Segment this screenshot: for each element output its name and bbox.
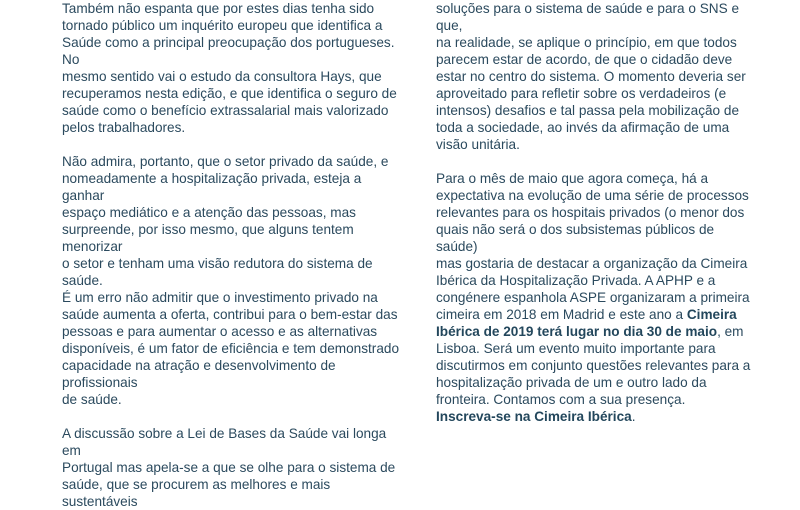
paragraph-sns-solutions: soluções para o sistema de saúde e para o SNS e que, na realidade, se aplique o princípio, em que todos parecem estar de acordo, de que o cidadão deve estar no centro do sistema. O momento deveria ser aproveitado para refletir sobre os verdadeiros (e intensos) desafios e tal passa pela mobilização de toda a sociedade, ao invés da afirmação de uma visão unitária. bbox=[436, 1, 746, 152]
paragraph-private-sector: Não admira, portanto, que o setor privado da saúde, e nomeadamente a hospitalização privada, esteja a ganhar espaço mediático e a atenção das pessoas, mas surpreende, por isso mesmo, que alguns tentem menorizar o setor e tenham uma visão redutora do sistema de saúde. É um erro não admitir que o investimento privado na saúde aumenta a oferta, contribui para o bem-estar das pessoas e para aumentar o acesso e as alternativas disponíveis, é um fator de eficiência e tem demonstrado capacidade na atração e desenvolvimento de profissionais de saúde. bbox=[62, 154, 400, 407]
left-column bbox=[62, 0, 402, 510]
right-column bbox=[436, 0, 758, 425]
paragraph-cimeira-iberica: Para o mês de maio que agora começa, há a expectativa na evolução de uma série de processos relevantes para os hospitais privados (o menor dos quais não será o dos subsistemas públicos de saúde) mas gostaria de destacar a organização da Cimeira Ibérica da Hospitalização Privada. A APHP e a congénere espanhola ASPE organizaram a primeira cimeira em 2018 em Madrid e este ano a Cimeira Ibérica de 2019 terá lugar no dia 30 de maio, em Lisboa. Será um evento muito importante para discutirmos em conjunto questões relevantes para a hospitalização privada de um e outro lado da fronteira. Contamos com a sua presença. Inscreva-se na Cimeira Ibérica. bbox=[436, 171, 751, 424]
paragraph-hays-study: Também não espanta que por estes dias tenha sido tornado público um inquérito europeu que identifica a Saúde como a principal preocupação dos portugueses. No mesmo sentido vai o estudo da consultora Hays, que recuperamos nesta edição, e que identifica o seguro de saúde como o benefício extrassalarial mais valorizado pelos trabalhadores. bbox=[62, 1, 397, 135]
paragraph-lei-de-bases: A discussão sobre a Lei de Bases da Saúde vai longa em Portugal mas apela-se a que se olhe para o sistema de saúde, que se procurem as melhores e mais sustentáveis bbox=[62, 426, 396, 509]
cimeira-highlight: Cimeira bbox=[686, 307, 737, 322]
cimeira-date-highlight: Ibérica de 2019 terá lugar no dia 30 de maio bbox=[436, 324, 718, 339]
register-cimeira-link[interactable]: Inscreva-se na Cimeira Ibérica bbox=[436, 409, 632, 424]
